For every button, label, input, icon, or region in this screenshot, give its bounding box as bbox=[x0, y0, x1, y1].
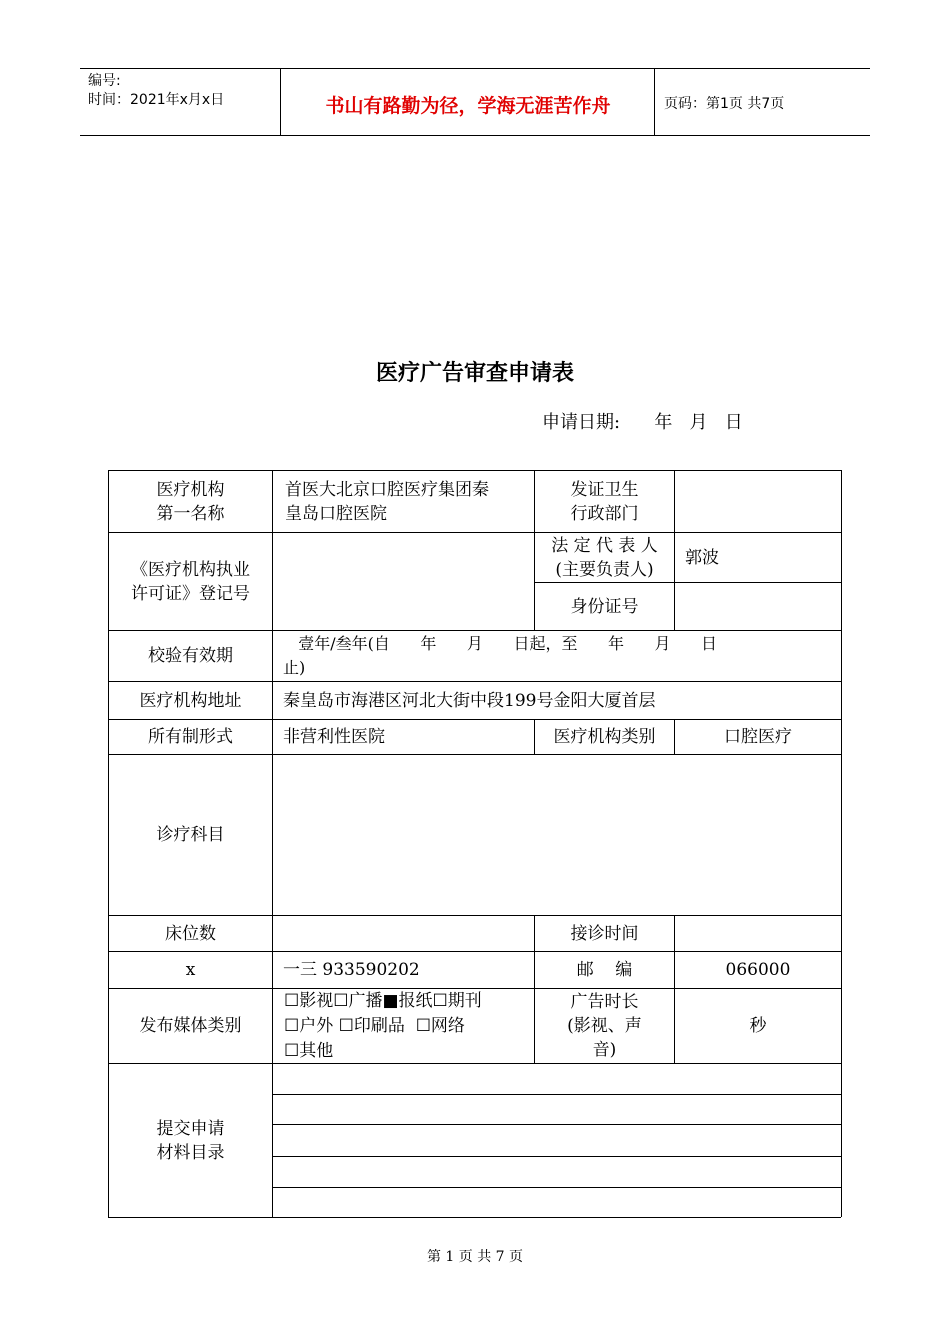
header-divider bbox=[654, 68, 655, 135]
row-divider bbox=[272, 1156, 841, 1157]
validity-value: 壹年/叁年(自 年 月 日起，至 年 月 日 止) bbox=[283, 634, 717, 677]
beds-value bbox=[273, 916, 534, 951]
header-bottom-rule bbox=[80, 135, 870, 136]
phone-value: 一三 933590202 bbox=[283, 960, 420, 980]
issuing-dept-label: 发证卫生 行政部门 bbox=[570, 479, 639, 524]
row-divider bbox=[272, 1094, 841, 1095]
legal-rep-value: 郭波 bbox=[685, 547, 719, 568]
institution-name-label: 医疗机构 第一名称 bbox=[156, 479, 225, 524]
address-label: 医疗机构地址 bbox=[139, 690, 242, 711]
id-number-value bbox=[675, 583, 841, 630]
header-top-rule bbox=[80, 68, 870, 69]
media-options-line[interactable]: ☐影视☐广播■报纸☐期刊 bbox=[284, 991, 482, 1011]
issuing-dept-value bbox=[675, 471, 841, 532]
hours-value bbox=[675, 916, 841, 951]
media-label: 发布媒体类别 bbox=[139, 1016, 242, 1036]
document-time-label: 时间：2021年x月x日 bbox=[88, 92, 225, 108]
ownership-value: 非营利性医院 bbox=[283, 727, 385, 747]
media-other-option[interactable]: ☐其他 bbox=[284, 1041, 334, 1061]
table-border bbox=[108, 1217, 841, 1218]
header-page-info: 页码：第1页 共7页 bbox=[664, 96, 785, 112]
page-footer: 第 1 页 共 7 页 bbox=[426, 1249, 524, 1265]
beds-label: 床位数 bbox=[165, 923, 216, 944]
phone-label: x bbox=[185, 960, 196, 980]
page-title: 医疗广告审查申请表 bbox=[375, 361, 574, 386]
postcode-label: 邮 编 bbox=[576, 960, 633, 980]
table-border bbox=[841, 470, 842, 1217]
row-divider bbox=[272, 1187, 841, 1188]
validity-label: 校验有效期 bbox=[148, 646, 233, 666]
ad-duration-label: 广告时长 (影视、声 音) bbox=[567, 992, 642, 1060]
media-options bbox=[284, 989, 534, 1063]
row-divider bbox=[272, 1124, 841, 1125]
document-number-label: 编号: bbox=[88, 73, 121, 89]
media-options-line[interactable]: ☐户外 ☐印刷品 ☐网络 bbox=[284, 1016, 465, 1036]
license-value bbox=[273, 533, 534, 630]
legal-rep-label: 法 定 代 表 人 (主要负责人) bbox=[551, 535, 658, 580]
license-label: 《医疗机构执业 许可证》登记号 bbox=[131, 559, 250, 604]
header-motto: 书山有路勤为径，学海无涯苦作舟 bbox=[325, 95, 611, 117]
departments-label: 诊疗科目 bbox=[156, 825, 225, 845]
media-options-line bbox=[284, 1039, 534, 1064]
ad-duration-value: 秒 bbox=[749, 1016, 767, 1036]
category-label: 医疗机构类别 bbox=[553, 727, 656, 747]
other-media-blank[interactable] bbox=[333, 1045, 447, 1064]
departments-value bbox=[273, 755, 841, 915]
address-value: 秦皇岛市海港区河北大街中段199号金阳大厦首层 bbox=[283, 690, 656, 711]
postcode-value: 066000 bbox=[725, 960, 791, 980]
category-value: 口腔医疗 bbox=[724, 727, 792, 747]
id-number-label: 身份证号 bbox=[570, 596, 639, 617]
header-divider bbox=[280, 68, 281, 135]
ownership-label: 所有制形式 bbox=[148, 727, 233, 747]
hours-label: 接诊时间 bbox=[570, 923, 639, 944]
application-date: 申请日期: 年 月 日 bbox=[542, 412, 743, 433]
institution-name-value: 首医大北京口腔医疗集团秦 皇岛口腔医院 bbox=[285, 479, 489, 524]
materials-label: 提交申请 材料目录 bbox=[156, 1118, 225, 1163]
